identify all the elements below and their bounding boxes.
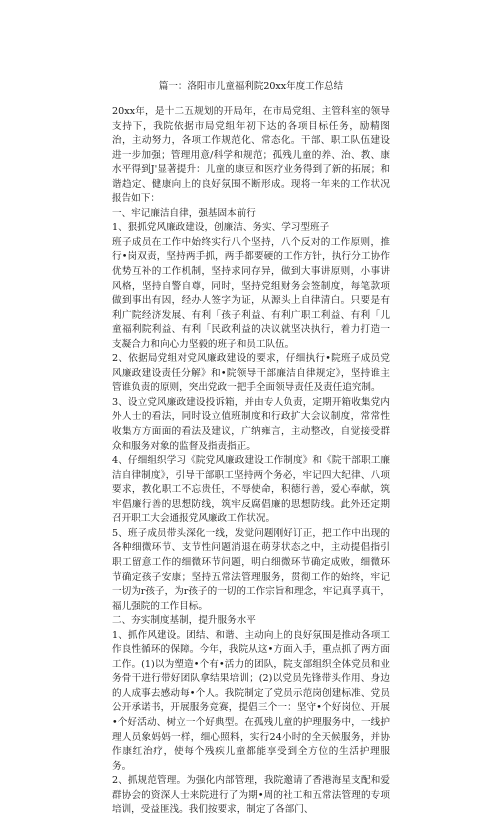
paragraph-1-3: 3、设立党风廉政建设投诉箱，并由专人负责，定期开箱收集党内外人士的看法，同时设立值班制度和行政扩大会议制度，常常性收集方方面面的看法及建议，广纳雍言，主动整改，自觉接受群众和服务对象的监督及指责指正。 [112, 396, 390, 452]
intro-paragraph: 20xx年，是十二五规划的开局年，在市局党组、主管科室的领导支持下，我院依据市局党组年初下达的各项目标任务，励精图治，主动努力，各项工作规范化、常态化。干部、职工队伍建设进一步加强；管理用意/科学和规范；孤残儿童的养、治、教、康水平得到J'显著提升：儿童的康豆和医疗业务得到了新的拓展；和谐趋定、健康向上的良好氛围不断形成。现将一年来的工作状况报告如下： [112, 106, 390, 205]
paragraph-1-4: 4、仔细组织学习《院党风廉政建设工作制度》和《院干部职工廉洁自律制度》，引导干部职工坚持两个务必，牢记四大纪律、八项要求，教化职工不忘贵任，不辱使命，积德行善，爱心奉献，筑牢倡廉行善的思想防线，筑牢反腐倡廉的思想防线。此外还定期召开职工大会通报党风廉政工作状况。 [112, 455, 390, 525]
document-title: 篇一：洛阳市儿童福利院20xx年度工作总结 [158, 81, 344, 92]
subsection-heading-1-1: 1、狠抓党风廉政建设，创廉洁、务实、学习型班子 [112, 222, 330, 234]
paragraph-1-1: 班子成员在工作中始终实行八个坚持，八个反对的工作原则，推行•岗双责，坚持两手抓，两手都要硬的工作方针，执行分工协作优势互补的工作机制，坚持求同存异，做到大事讲原则，小事讲风格，坚持自警自尊，同时，坚持党组财务会签制度，每笔款项做到事出有因，经办人签字为证，从源头上自律清白。只要是有利广院经济发展、有利「孩子利益、有利广职工利益、有利「儿童福利院利益、有利「民政利益的决议就坚决执行，着力打造一支凝合力和向心力坚毅的班子和员工队伍。 [112, 236, 390, 350]
document-body [112, 105, 390, 818]
paragraph-1-2: 2、依据局党组对党风廉政建设的要求，仔细执行•院班子成员党风廉政建设责任分解》和•院领导干部廉洁自律规定》，坚持谁主管谁负责的原则，突出党政一把手全面领导责任及责任追究制。 [112, 353, 390, 394]
section-heading-1: 一、牢记廉洁自律，强基固本前行 [112, 207, 256, 219]
paragraph-1-5: 5、班子成员带头深化一线，发觉问题刚好订正，把工作中出现的各种细微环节、支节性问题消退在萌芽状态之中，主动提倡指引职工留意工作的细微环节问题，明白细微环节确定成败，细微环节确定孩子安康；坚持五常法管理服务，贯彻工作的始终，牢记一切为r孩子，为r孩子的一切的工作宗旨和理念，牢记真孚真干，福儿强院的工作目标。 [112, 527, 390, 612]
paragraph-2-2: 2、抓规范管理。为强化内部管理，我院邀请了香港海星支配和爱群协会的资深人士来院进行了为期•周的社工和五常法管理的专项培训，受益匪浅。我们按要求，制定了各部门、 [112, 775, 390, 816]
section-heading-2: 二、夯实制度基制，提升服务水平 [112, 615, 256, 627]
paragraph-2-1: 1、抓作风建设。团结、和谐、主动向上的良好氛围是推动各项工作良性循环的保障。今年，我院从这•方面入手，重点抓了两方面工作。(1)以为塑造•个有•活力的团队，院支部组织全体党员和业务骨干进行带好团队拿结果培训；(2)以党员先锋带头作用、身边的人成事去感动每•个人。我院制定了党员示范岗创建标准、党员公开承诺书，开展服务竞赛，提倡三个一：坚守•个好岗位、开展•个好活动、树立一个好典型。在孤残儿童的护理服务中，一线护理人员象妈妈一样，细心照料，实行24小时的全天候服务，并协作康红治疗，使每个残疾儿童都能享受到全方位的生活护理服务。 [112, 629, 390, 772]
